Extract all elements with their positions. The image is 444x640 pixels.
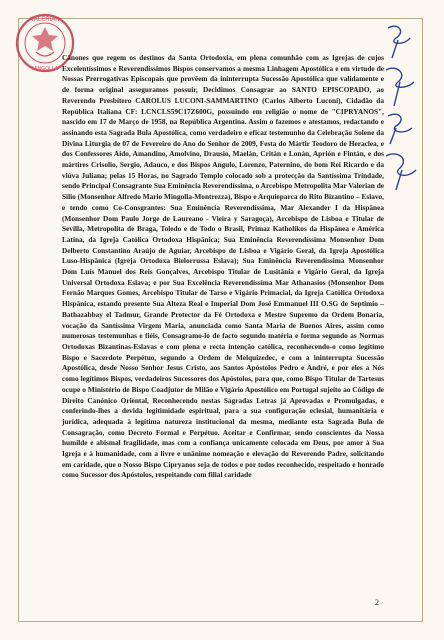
page-number: 2 [375, 598, 379, 607]
body-paragraph [62, 53, 384, 481]
body-text: Cânones que regem os destinos da Santa Ortodoxia, em plena comunhão com as Igrejas de cujos Excelentíssimos e Reverendíssimos Bispos conservamos a mesma Linhagem Apostólica e em virtude de Nossas Prerrogativas Episcopais que provêem da ininterrupta Sucessão Apostólica que validamente e de forma original asseguramos possuir, Decidimos Consagrar ao SANTO EPISCOPADO, ao Reverendo Presbítero CAROLUS LUCONI-SAMMARTINO (Carlos Alberto Luconi), Cidadão da República Italiana CF: LCNCLS59C17Z600G, possuindo em religião o nome de "CIPRYANOS", nascido em 17 de Março de 1958, na República Argentina. Assim o fazemos e atestamos, redactando e assinando esta Sagrada Bula Apostólica, como verdadeiro e eficaz testemunho da Celebração Solene da Divina Liturgia de 07 de Fevereiro do Ano do Senhor de 2009, Festa do Mártir Teodoro de Heraclea, e dos Confessores Aido, Amandino, Amolvino, Drausio, Maelán, Critán e Lonán, Aprión e Fintán, e dos mártires Crisolio, Sergio, Adauco, e dos Bispos Angulo, Lorenzo, Paternino, do bom Rei Ricardo e da viúva Juliana; pelas 15 Horas, no Sagrado Templo colocado sob a protecção da Santíssima Trindade, sendo Principal Consagrante Sua Eminência Reverendíssima, o Arcebispo Metropolita Mar Valerian de Silio (Monsenhor Alfredo Mario Mingolla-Montrezza), Bispo e Arquieparca do Rito Bizantino – Eslavo, e tendo como Co-Consgrantes: Sua Eminência Reverendíssima, Mar Alexander I da Hispânea (Monsenhor Dom Paulo Jorge de Laureano - Vieira y Saragoça), Arcebispo de Lisboa e Titular de Sevilla, Metropolita de Braga, Toledo e de Todo o Brasil, Primaz Katholikos da Hispânea e América Latina, da Igreja Católica Ortodoxa Hispânica; Sua Eminência Reverendíssima Monsenhor Dom Delberto Constantino Araújo de Aguiar, Arcebispo de Lisboa e Vigário Geral, da Igreja Apostólica Luso-Hispânica (Igreja Ortodoxa Bielorrussa Eslava); Sua Eminência Reverendíssima Monsenhor Dom Luís Manuel dos Reis Gonçalves, Arcebispo Titular de Lusitânia e Vigário Geral, da Igreja Universal Ortodoxa Eslava; e por Sua Excelência Reverendíssima Mar Athanasios (Monsenhor Dom Fernão Marques Gomes, Arcebispo Titular de Tarso e Vigário Primacial, da Igreja Católica Ortodoxa Hispânica, estando presente Sua Alteza Real e Imperial Dom José Emmanuel III O.SG de Septimio – Bathazabbay el Tadmur, Grande Protector da Fé Ortodoxa e Mestre Supremo da Ordem Bonaria, vocação da Santíssima Virgem Maria, anunciada como Santa Maria de Buenos Aires, assim como numerosas testemunhas e fiéis, Consagramo-lo de facto segundo matéria e forma segundo as Normas Ortodoxas Bizantinas-Eslavas e com plena e recta intenção católica, reconhecendo-o como legítimo Bispo e Sacerdote Perpétuo, segundo a Ordem de Melquizedec, e com a ininterrupta Sucessão Apostólica, desde Nosso Senhor Jesus Cristo, aos Santos Apóstolos Pedro e André, e por eles a Nós como legítimos Bispos, verdadeiros Sucessores dos Apóstolos, para que, como Bispo Titular de Tartesus ocupe o Ministério de Bispo Coadjutor de Milão e Vigário Apostólico em Portugal sujeito ao Código de Direito Canónico Oriental, Reconhecendo nestas Sagradas Letras já Aprovadas e Promulgadas, e conferindo-lhes a devida legitimidade espiritual, para a sua configuração eclesial, humanitária e jurídica, adequada à legítima natureza institucional da mesma, mediante esta Sagrada Bula de Consagração, como Decreto Formal e Perpétuo. Aceitar e Confirmar, sendo conscientes da Nossa humilde e abismal fragilidade, mas com a confiança unicamente colocada em Deus, por amor à Sua Igreja e à humanidade, com a livre e unânime nomeação e elevação do Reverendo Padre, solicitando em caridade, que o Nosso Bispo Cipryanos seja de todos e por todos reconhecido, respeitado e honrado como Sucessor dos Apóstolos, respeitando com filial caridade [62, 53, 384, 480]
svg-text:VALERIAN: VALERIAN [30, 17, 60, 23]
handwritten-signature [378, 20, 430, 198]
svg-text:MINGOLLA: MINGOLLA [32, 66, 58, 72]
